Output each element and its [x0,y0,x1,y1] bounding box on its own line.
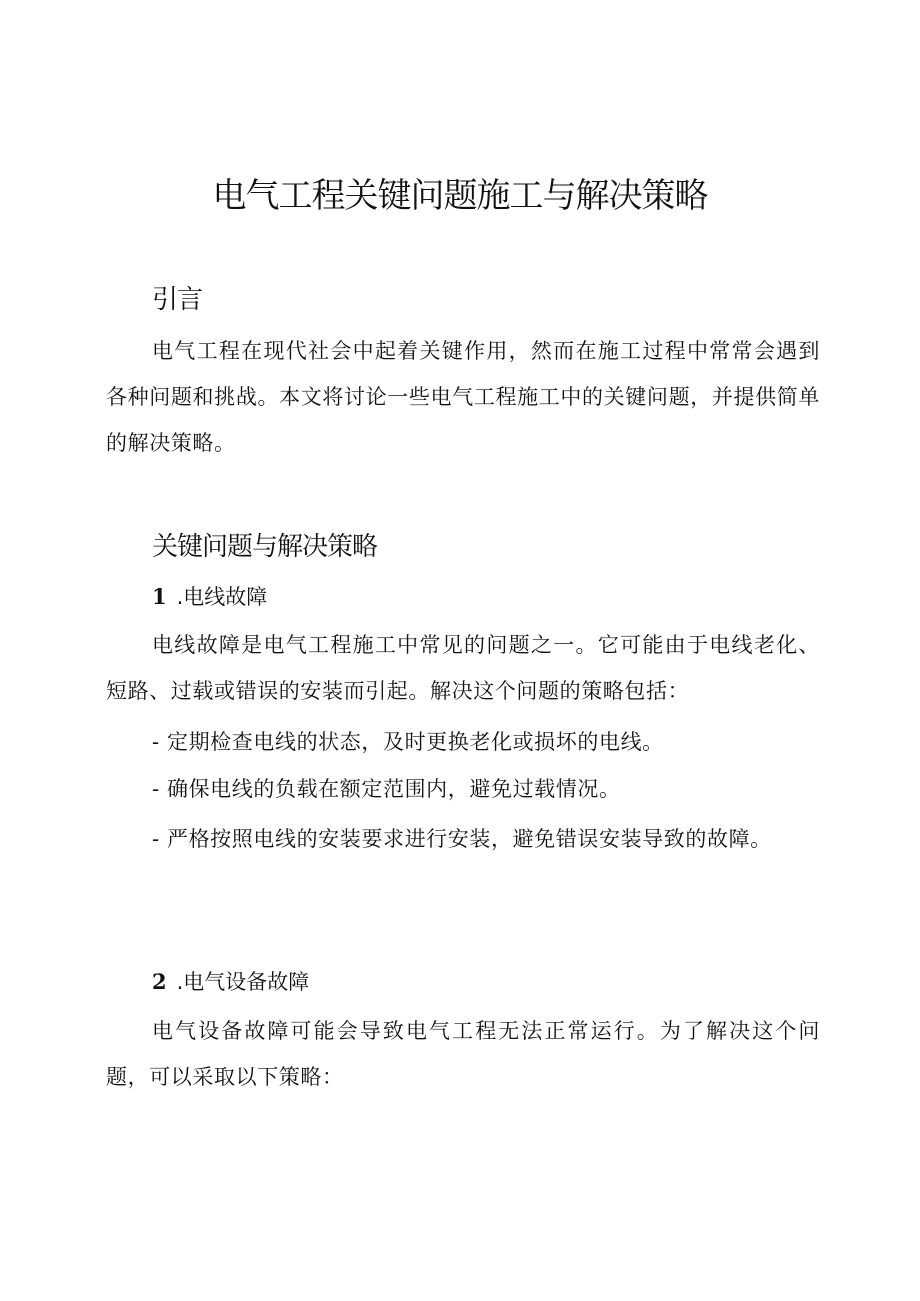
item-1-bullet-1: - 定期检查电线的状态，及时更换老化或损坏的电线。 [152,730,664,754]
section-heading: 关键问题与解决策略 [152,532,378,562]
item-2-heading [152,967,309,997]
item-1-bullet-3: - 严格按照电线的安装要求进行安装，避免错误安装导致的故障。 [152,827,772,851]
item-1-paragraph: 电线故障是电气工程施工中常见的问题之一。它可能由于电线老化、短路、过载或错误的安装而引起。解决这个问题的策略包括： [106,633,820,703]
item-1-title: .电线故障 [176,585,268,609]
item-2-title: .电气设备故障 [176,970,310,994]
intro-paragraph: 电气工程在现代社会中起着关键作用，然而在施工过程中常常会遇到各种问题和挑战。本文将讨论一些电气工程施工中的关键问题，并提供简单的解决策略。 [106,339,820,455]
item-1-heading [152,582,267,612]
document-title: 电气工程关键问题施工与解决策略 [212,176,708,216]
item-1-number: 1 [152,584,167,609]
item-1-bullet-2: - 确保电线的负载在额定范围内，避免过载情况。 [152,777,621,801]
item-2-paragraph: 电气设备故障可能会导致电气工程无法正常运行。为了解决这个问题，可以采取以下策略： [106,1019,820,1089]
item-2-number: 2 [152,969,167,994]
intro-heading: 引言 [152,285,203,315]
